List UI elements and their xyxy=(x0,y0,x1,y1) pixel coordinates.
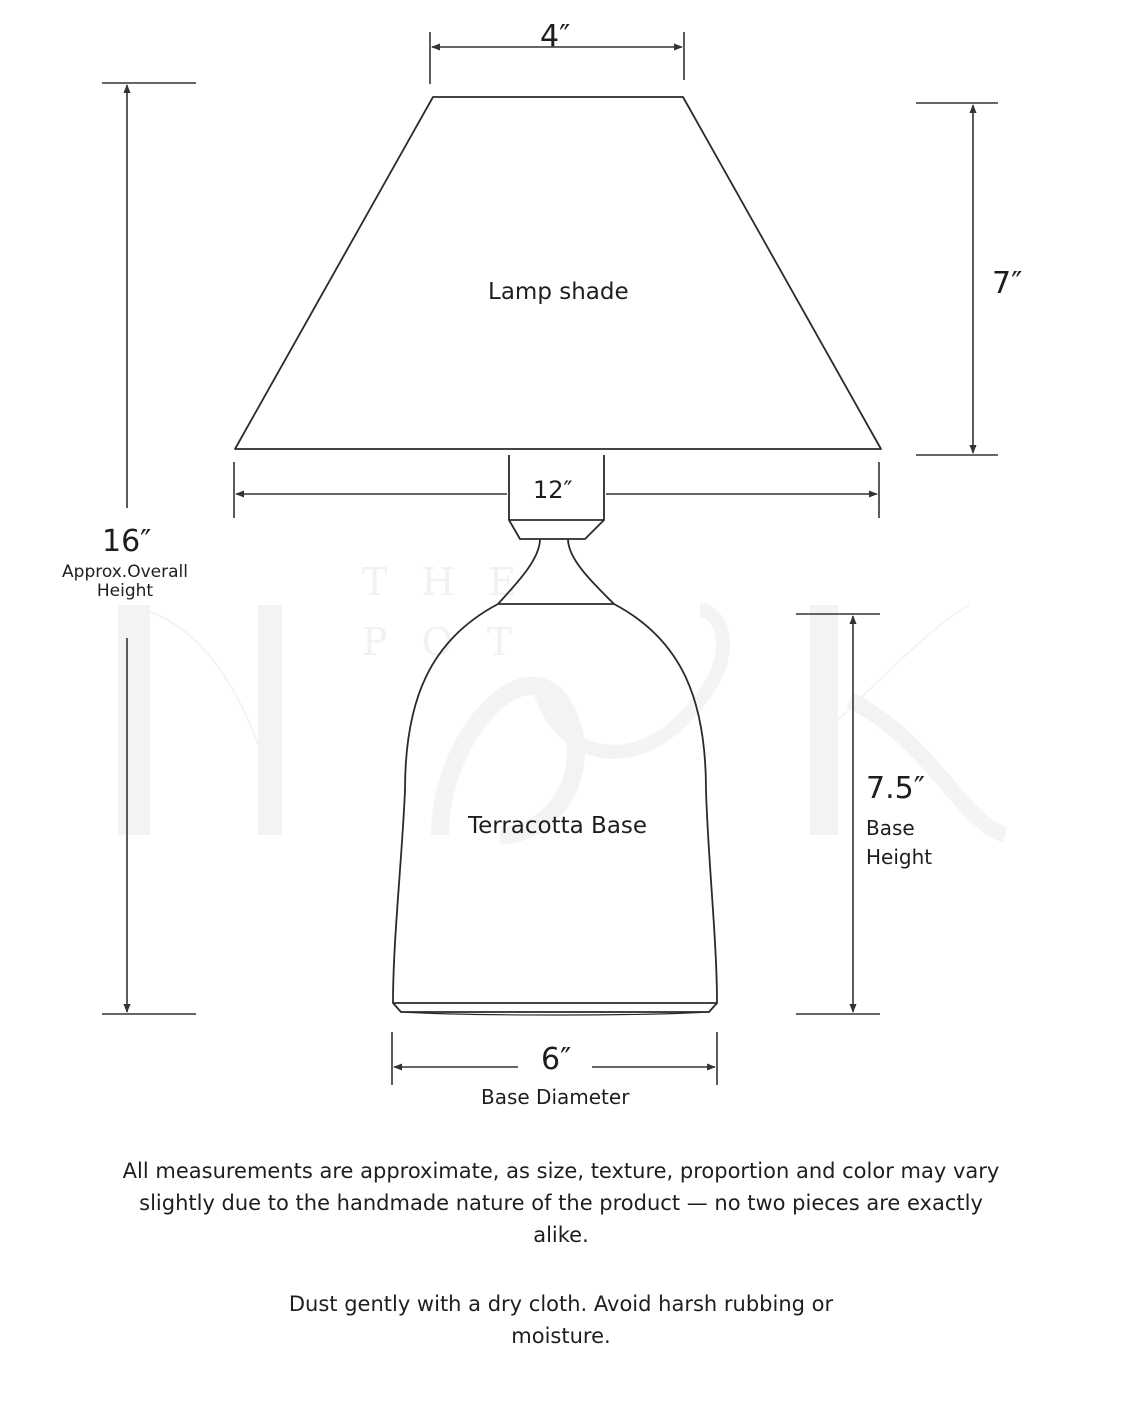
overall-height-caption-line-1: Approx.Overall xyxy=(62,562,188,582)
lamp-shade-shape xyxy=(235,97,881,449)
lamp-outline xyxy=(235,97,881,1015)
shade-height-label: 7″ xyxy=(992,266,1023,301)
base-height-caption xyxy=(866,814,932,872)
measurement-note: All measurements are approximate, as size, texture, proportion and color may vary slightly due to the handmade nature of the product — no two pieces are exactly alike. xyxy=(122,1159,1000,1247)
overall-height-label: 16″ xyxy=(102,524,152,559)
watermark-line-1: THE xyxy=(362,560,551,604)
dimension-lines xyxy=(102,32,998,1085)
shade-top-width-label: 4″ xyxy=(540,19,571,54)
base-diameter-caption: Base Diameter xyxy=(481,1085,630,1109)
base-height-caption-line-2: Height xyxy=(866,845,933,869)
overall-height-caption-line-2: Height xyxy=(96,581,154,601)
terracotta-base-label: Terracotta Base xyxy=(468,813,648,839)
shade-bottom-width-label: 12″ xyxy=(533,476,573,504)
base-height-label: 7.5″ xyxy=(866,771,925,806)
base-height-caption-line-1: Base xyxy=(866,816,915,840)
care-note: Dust gently with a dry cloth. Avoid harsh rubbing or moisture. xyxy=(288,1292,834,1348)
base-diameter-label: 6″ xyxy=(541,1042,572,1077)
watermark-line-2: POT xyxy=(362,620,547,664)
lamp-shade-label: Lamp shade xyxy=(488,279,629,305)
overall-height-caption xyxy=(55,563,195,601)
